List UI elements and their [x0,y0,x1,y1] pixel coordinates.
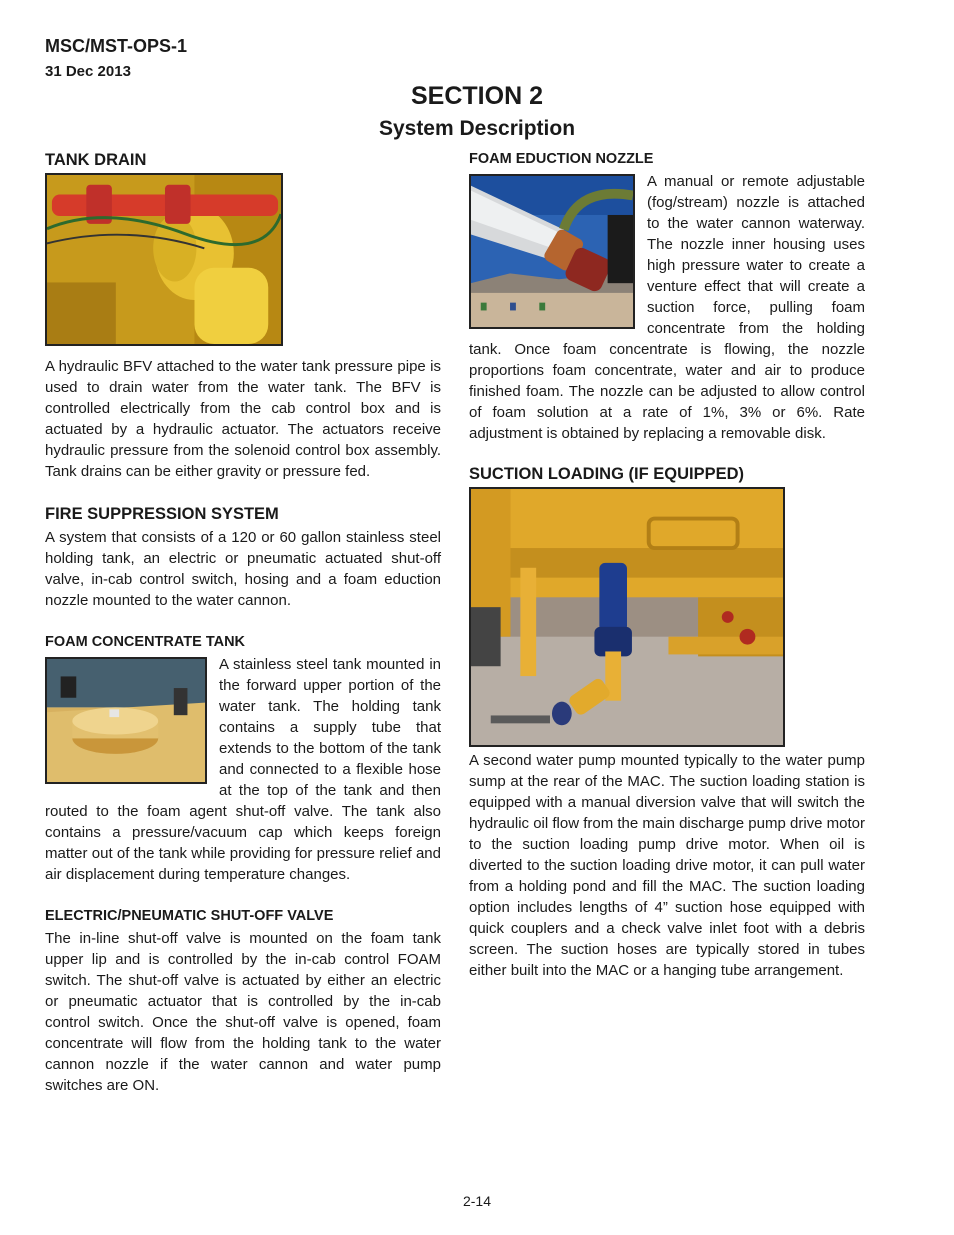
suction-loading-photo [469,487,785,747]
section-subtitle: System Description [378,117,576,140]
tank-drain-text: A hydraulic BFV attached to the water tank pressure pipe is used to drain water from the water tank. The BFV is controlled electrically from the cab control box and is actuated by a hydraulic actuator. The actuators receive hydraulic pressure from the solenoid control box assembly. Tank drains can be either gravity or pressure fed. [45,358,441,480]
left-column [45,150,441,1096]
fire-suppression-heading: FIRE SUPPRESSION SYSTEM [45,505,279,523]
document-date: 31 Dec 2013 [45,63,131,80]
foam-nozzle-photo [469,174,635,329]
tank-drain-photo [45,173,283,346]
foam-nozzle-text: A manual or remote adjustable (fog/stream) nozzle is attached to the water cannon waterway. The nozzle inner housing uses high pressure water to create a venture effect that will create a suction force, pulling foam concentrate from the holding tank. Once foam concentrate is flowing, the nozzle proportions foam concentrate, water and air to produce finished foam. The nozzle can be adjusted to allow control of foam solution at a rate of 1%, 3% or 6%. Rate adjustment is obtained by replacing a removable disk. [469,173,865,442]
page-number: 2-14 [462,1193,492,1209]
suction-loading-text: A second water pump mounted typically to the water pump sump at the rear of the MAC. The suction loading station is equipped with a manual diversion valve that will switch the hydraulic oil flow from the main discharge pump drive motor to the suction loading pump drive motor. When oil is diverted to the suction loading drive motor, it can pull water from a holding pond and fill the MAC. The suction loading option includes lengths of 4” suction hose equipped with quick couplers and a check valve inlet foot with a debris screen. The suction hoses are typically stored in tubes either built into the MAC or a hanging tube arrangement. [469,752,865,979]
right-column [469,150,865,981]
section-title: SECTION 2 [411,82,543,110]
document-id: MSC/MST-OPS-1 [45,36,188,56]
shutoff-valve-heading: ELECTRIC/PNEUMATIC SHUT-OFF VALVE [45,908,334,924]
foam-tank-text: A stainless steel tank mounted in the forward upper portion of the water tank. The holding tank contains a supply tube that extends to the bottom of the tank and connected to a flexible hose at the top of the tank and then routed to the foam agent shut-off valve. The tank also contains a pressure/vacuum cap which keeps foreign matter out of the tank while providing for pressure relief and air displacement during temperature changes. [45,656,441,883]
foam-tank-photo [45,657,207,784]
shutoff-valve-text: The in-line shut-off valve is mounted on the foam tank upper lip and is controlled by the in-cab control FOAM switch. The shut-off valve is actuated by either an electric or pneumatic actuator that is controlled by the in-cab control switch. Once the shut-off valve is opened, foam concentrate will flow from the holding tank to the water cannon nozzle if the water cannon and water pump switches are ON. [45,930,441,1094]
fire-suppression-text: A system that consists of a 120 or 60 gallon stainless steel holding tank, an electric or pneumatic actuated shut-off valve, in-cab control switch, hosing and a foam eduction nozzle mounted to the water cannon. [45,529,441,609]
foam-tank-heading: FOAM CONCENTRATE TANK [45,634,246,650]
tank-drain-heading: TANK DRAIN [45,151,147,169]
foam-nozzle-heading: FOAM EDUCTION NOZZLE [469,151,654,167]
suction-loading-heading: SUCTION LOADING (IF EQUIPPED) [469,465,745,483]
